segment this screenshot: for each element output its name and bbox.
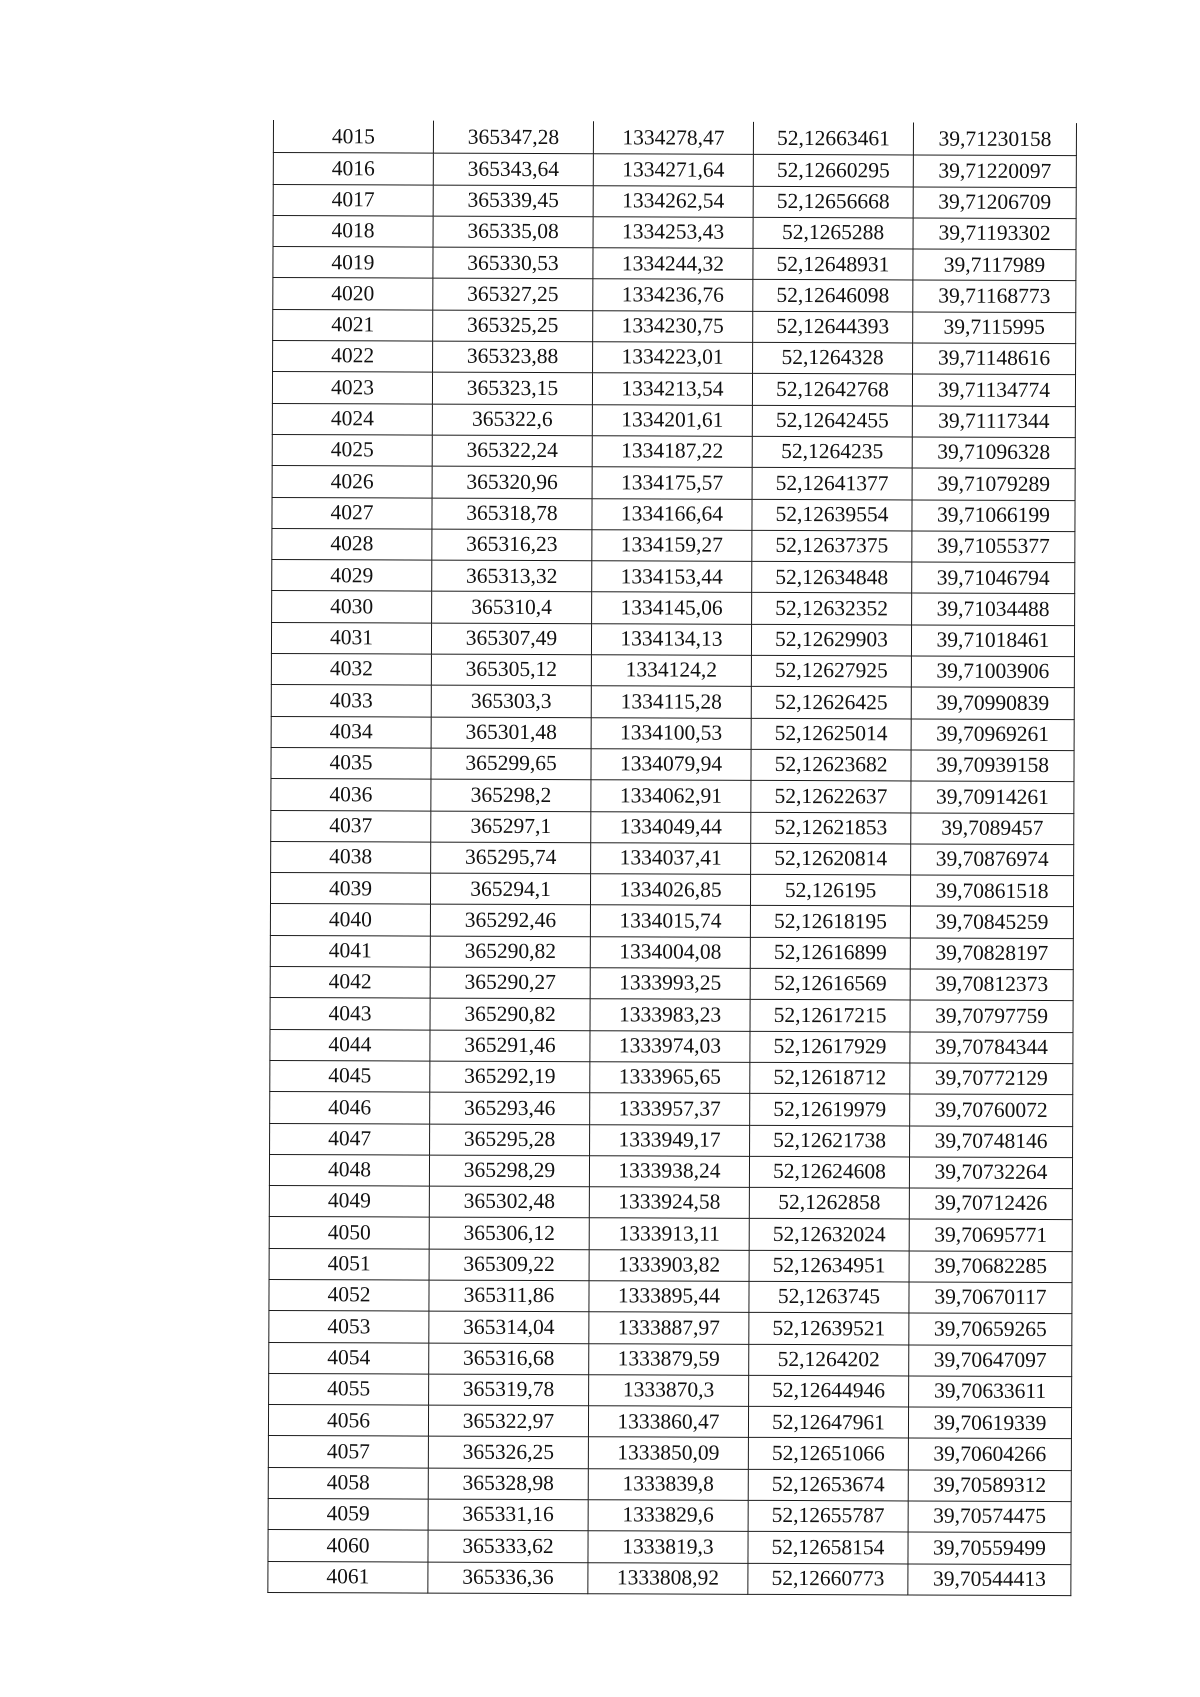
- longitude-cell: 39,70670117: [909, 1282, 1072, 1314]
- point-number-cell: 4057: [268, 1436, 428, 1468]
- y-coordinate-cell: 1334175,57: [592, 467, 752, 499]
- longitude-cell: 39,71220097: [913, 155, 1076, 187]
- x-coordinate-cell: 365323,88: [433, 341, 593, 373]
- table-row: [273, 153, 1076, 187]
- y-coordinate-cell: 1333957,37: [590, 1093, 750, 1125]
- table-row: [268, 1530, 1071, 1564]
- point-number-cell: 4051: [269, 1248, 429, 1280]
- table-row: [269, 1279, 1072, 1313]
- y-coordinate-cell: 1333860,47: [588, 1406, 748, 1438]
- table-row: [273, 184, 1076, 218]
- longitude-cell: 39,70748146: [910, 1125, 1073, 1157]
- y-coordinate-cell: 1334223,01: [593, 342, 753, 374]
- point-number-cell: 4060: [268, 1530, 428, 1562]
- table-row: [269, 1186, 1072, 1220]
- latitude-cell: 52,12619979: [750, 1094, 910, 1126]
- table-row: [272, 372, 1075, 406]
- longitude-cell: 39,70712426: [909, 1188, 1072, 1220]
- x-coordinate-cell: 365310,4: [432, 592, 592, 624]
- latitude-cell: 52,1263745: [749, 1281, 909, 1313]
- longitude-cell: 39,70784344: [910, 1032, 1073, 1064]
- point-number-cell: 4015: [273, 120, 433, 153]
- latitude-cell: 52,12642768: [752, 374, 912, 406]
- x-coordinate-cell: 365335,08: [433, 216, 593, 248]
- y-coordinate-cell: 1333949,17: [590, 1124, 750, 1156]
- table-row: [270, 1029, 1073, 1063]
- table-row: [273, 309, 1076, 343]
- x-coordinate-cell: 365301,48: [431, 717, 591, 749]
- table-row: [269, 1248, 1072, 1282]
- longitude-cell: 39,71117344: [912, 406, 1075, 438]
- latitude-cell: 52,12642455: [752, 405, 912, 437]
- y-coordinate-cell: 1334062,91: [591, 780, 751, 812]
- longitude-cell: 39,70969261: [911, 719, 1074, 751]
- x-coordinate-cell: 365330,53: [433, 247, 593, 279]
- x-coordinate-cell: 365336,36: [428, 1562, 588, 1594]
- longitude-cell: 39,71066199: [912, 500, 1075, 532]
- table-row: [271, 747, 1074, 781]
- table-row: [272, 497, 1075, 531]
- x-coordinate-cell: 365326,25: [428, 1437, 588, 1469]
- point-number-cell: 4059: [268, 1499, 428, 1531]
- longitude-cell: 39,71046794: [912, 562, 1075, 594]
- point-number-cell: 4024: [272, 403, 432, 435]
- longitude-cell: 39,70619339: [908, 1407, 1071, 1439]
- y-coordinate-cell: 1334159,27: [592, 530, 752, 562]
- y-coordinate-cell: 1334244,32: [593, 248, 753, 280]
- y-coordinate-cell: 1334049,44: [591, 811, 751, 843]
- point-number-cell: 4031: [271, 622, 431, 654]
- x-coordinate-cell: 365323,15: [432, 372, 592, 404]
- point-number-cell: 4040: [270, 904, 430, 936]
- point-number-cell: 4026: [272, 466, 432, 498]
- y-coordinate-cell: 1334278,47: [593, 121, 753, 154]
- x-coordinate-cell: 365339,45: [433, 185, 593, 217]
- longitude-cell: 39,70732264: [909, 1157, 1072, 1189]
- point-number-cell: 4049: [269, 1186, 429, 1218]
- x-coordinate-cell: 365303,3: [431, 685, 591, 717]
- longitude-cell: 39,70760072: [910, 1094, 1073, 1126]
- longitude-cell: 39,7115995: [913, 312, 1076, 344]
- y-coordinate-cell: 1334015,74: [590, 905, 750, 937]
- x-coordinate-cell: 365298,2: [431, 779, 591, 811]
- latitude-cell: 52,12618195: [750, 906, 910, 938]
- table-row: [270, 1060, 1073, 1094]
- table-row: [268, 1561, 1071, 1595]
- x-coordinate-cell: 365306,12: [429, 1217, 589, 1249]
- latitude-cell: 52,12648931: [753, 249, 913, 281]
- y-coordinate-cell: 1334230,75: [593, 311, 753, 343]
- point-number-cell: 4029: [272, 560, 432, 592]
- y-coordinate-cell: 1334134,13: [591, 623, 751, 655]
- x-coordinate-cell: 365294,1: [430, 873, 590, 905]
- y-coordinate-cell: 1334124,2: [591, 655, 751, 687]
- longitude-cell: 39,71148616: [913, 343, 1076, 375]
- table-row: [269, 1154, 1072, 1188]
- x-coordinate-cell: 365305,12: [431, 654, 591, 686]
- longitude-cell: 39,71230158: [913, 122, 1076, 155]
- latitude-cell: 52,12656668: [753, 186, 913, 218]
- table-row: [273, 215, 1076, 249]
- longitude-cell: 39,71206709: [913, 187, 1076, 219]
- longitude-cell: 39,70845259: [910, 906, 1073, 938]
- latitude-cell: 52,1264202: [749, 1344, 909, 1376]
- y-coordinate-cell: 1334153,44: [592, 561, 752, 593]
- x-coordinate-cell: 365343,64: [433, 153, 593, 185]
- point-number-cell: 4050: [269, 1217, 429, 1249]
- latitude-cell: 52,12625014: [751, 718, 911, 750]
- point-number-cell: 4042: [270, 967, 430, 999]
- y-coordinate-cell: 1334187,22: [592, 436, 752, 468]
- latitude-cell: 52,1265288: [753, 217, 913, 249]
- y-coordinate-cell: 1333938,24: [589, 1156, 749, 1188]
- table-row: [271, 716, 1074, 750]
- coordinates-table: [267, 120, 1077, 1596]
- x-coordinate-cell: 365298,29: [429, 1155, 589, 1187]
- latitude-cell: 52,12620814: [751, 843, 911, 875]
- latitude-cell: 52,12627925: [751, 655, 911, 687]
- latitude-cell: 52,12644393: [753, 311, 913, 343]
- y-coordinate-cell: 1333924,58: [589, 1187, 749, 1219]
- table-row: [273, 278, 1076, 312]
- table-row: [272, 560, 1075, 594]
- latitude-cell: 52,12626425: [751, 687, 911, 719]
- table-row: [272, 466, 1075, 500]
- y-coordinate-cell: 1333913,11: [589, 1218, 749, 1250]
- longitude-cell: 39,71096328: [912, 437, 1075, 469]
- longitude-cell: 39,70559499: [908, 1532, 1071, 1564]
- x-coordinate-cell: 365316,23: [432, 529, 592, 561]
- y-coordinate-cell: 1333993,25: [590, 968, 750, 1000]
- longitude-cell: 39,70647097: [909, 1345, 1072, 1377]
- longitude-cell: 39,70574475: [908, 1501, 1071, 1533]
- point-number-cell: 4044: [270, 1029, 430, 1061]
- longitude-cell: 39,70876974: [911, 844, 1074, 876]
- x-coordinate-cell: 365327,25: [433, 279, 593, 311]
- latitude-cell: 52,12621738: [750, 1125, 910, 1157]
- table-row: [271, 779, 1074, 813]
- table-row: [273, 247, 1076, 281]
- longitude-cell: 39,71003906: [911, 656, 1074, 688]
- latitude-cell: 52,12660773: [748, 1563, 908, 1595]
- x-coordinate-cell: 365333,62: [428, 1530, 588, 1562]
- x-coordinate-cell: 365295,28: [430, 1124, 590, 1156]
- longitude-cell: 39,70772129: [910, 1063, 1073, 1095]
- point-number-cell: 4032: [271, 654, 431, 686]
- y-coordinate-cell: 1334037,41: [591, 843, 751, 875]
- y-coordinate-cell: 1333829,6: [588, 1500, 748, 1532]
- x-coordinate-cell: 365318,78: [432, 498, 592, 530]
- longitude-cell: 39,71079289: [912, 468, 1075, 500]
- longitude-cell: 39,71034488: [912, 593, 1075, 625]
- latitude-cell: 52,12639521: [749, 1313, 909, 1345]
- table-row: [269, 1311, 1072, 1345]
- table-row: [272, 591, 1075, 625]
- y-coordinate-cell: 1334166,64: [592, 498, 752, 530]
- y-coordinate-cell: 1334236,76: [593, 279, 753, 311]
- table-row: [271, 622, 1074, 656]
- x-coordinate-cell: 365290,82: [430, 998, 590, 1030]
- longitude-cell: 39,71134774: [912, 374, 1075, 406]
- table-row: [271, 841, 1074, 875]
- x-coordinate-cell: 365290,27: [430, 967, 590, 999]
- x-coordinate-cell: 365347,28: [433, 121, 593, 154]
- point-number-cell: 4043: [270, 998, 430, 1030]
- y-coordinate-cell: 1333983,23: [590, 999, 750, 1031]
- y-coordinate-cell: 1334026,85: [590, 874, 750, 906]
- point-number-cell: 4046: [270, 1092, 430, 1124]
- latitude-cell: 52,12623682: [751, 749, 911, 781]
- table-row: [273, 341, 1076, 375]
- y-coordinate-cell: 1333870,3: [589, 1375, 749, 1407]
- y-coordinate-cell: 1334271,64: [593, 154, 753, 186]
- y-coordinate-cell: 1334079,94: [591, 749, 751, 781]
- latitude-cell: 52,12647961: [748, 1407, 908, 1439]
- point-number-cell: 4053: [269, 1311, 429, 1343]
- point-number-cell: 4033: [271, 685, 431, 717]
- table-row: [272, 528, 1075, 562]
- table-row: [268, 1499, 1071, 1533]
- x-coordinate-cell: 365314,04: [429, 1311, 589, 1343]
- table-row: [269, 1342, 1072, 1376]
- latitude-cell: 52,12653674: [748, 1469, 908, 1501]
- point-number-cell: 4056: [268, 1405, 428, 1437]
- x-coordinate-cell: 365307,49: [431, 623, 591, 655]
- latitude-cell: 52,12658154: [748, 1532, 908, 1564]
- point-number-cell: 4036: [271, 779, 431, 811]
- coordinates-table-body: [268, 120, 1077, 1596]
- latitude-cell: 52,12660295: [753, 155, 913, 187]
- point-number-cell: 4017: [273, 184, 433, 216]
- table-row: [268, 1436, 1071, 1470]
- longitude-cell: 39,70682285: [909, 1251, 1072, 1283]
- point-number-cell: 4023: [272, 372, 432, 404]
- y-coordinate-cell: 1334262,54: [593, 185, 753, 217]
- latitude-cell: 52,12655787: [748, 1500, 908, 1532]
- longitude-cell: 39,70633611: [909, 1376, 1072, 1408]
- longitude-cell: 39,70861518: [910, 875, 1073, 907]
- longitude-cell: 39,70828197: [910, 938, 1073, 970]
- point-number-cell: 4027: [272, 497, 432, 529]
- point-number-cell: 4019: [273, 247, 433, 279]
- y-coordinate-cell: 1333903,82: [589, 1249, 749, 1281]
- longitude-cell: 39,70990839: [911, 687, 1074, 719]
- point-number-cell: 4016: [273, 153, 433, 185]
- x-coordinate-cell: 365302,48: [429, 1186, 589, 1218]
- point-number-cell: 4037: [271, 810, 431, 842]
- point-number-cell: 4047: [270, 1123, 430, 1155]
- y-coordinate-cell: 1333895,44: [589, 1281, 749, 1313]
- table-row: [271, 685, 1074, 719]
- x-coordinate-cell: 365292,46: [430, 905, 590, 937]
- x-coordinate-cell: 365299,65: [431, 748, 591, 780]
- point-number-cell: 4061: [268, 1561, 428, 1593]
- y-coordinate-cell: 1333965,65: [590, 1062, 750, 1094]
- point-number-cell: 4025: [272, 434, 432, 466]
- y-coordinate-cell: 1333879,59: [589, 1343, 749, 1375]
- y-coordinate-cell: 1333819,3: [588, 1531, 748, 1563]
- longitude-cell: 39,71018461: [911, 625, 1074, 657]
- y-coordinate-cell: 1334253,43: [593, 217, 753, 249]
- table-row: [270, 904, 1073, 938]
- table-row: [272, 403, 1075, 437]
- y-coordinate-cell: 1333808,92: [588, 1562, 748, 1594]
- latitude-cell: 52,12651066: [748, 1438, 908, 1470]
- latitude-cell: 52,12632024: [749, 1219, 909, 1251]
- longitude-cell: 39,71168773: [913, 280, 1076, 312]
- table-row: [269, 1373, 1072, 1407]
- table-row: [270, 935, 1073, 969]
- table-row: [270, 1092, 1073, 1126]
- x-coordinate-cell: 365320,96: [432, 466, 592, 498]
- latitude-cell: 52,12641377: [752, 468, 912, 500]
- longitude-cell: 39,70914261: [911, 781, 1074, 813]
- longitude-cell: 39,70589312: [908, 1470, 1071, 1502]
- latitude-cell: 52,12632352: [752, 593, 912, 625]
- table-row: [270, 1123, 1073, 1157]
- y-coordinate-cell: 1333850,09: [588, 1437, 748, 1469]
- longitude-cell: 39,70812373: [910, 969, 1073, 1001]
- point-number-cell: 4034: [271, 716, 431, 748]
- latitude-cell: 52,12618712: [750, 1062, 910, 1094]
- table-row: [268, 1467, 1071, 1501]
- y-coordinate-cell: 1333887,97: [589, 1312, 749, 1344]
- longitude-cell: 39,70544413: [908, 1564, 1071, 1596]
- point-number-cell: 4022: [273, 341, 433, 373]
- point-number-cell: 4038: [271, 841, 431, 873]
- table-row: [268, 1405, 1071, 1439]
- y-coordinate-cell: 1334213,54: [592, 373, 752, 405]
- x-coordinate-cell: 365328,98: [428, 1468, 588, 1500]
- longitude-cell: 39,70659265: [909, 1313, 1072, 1345]
- table-row: [271, 810, 1074, 844]
- x-coordinate-cell: 365325,25: [433, 310, 593, 342]
- x-coordinate-cell: 365322,24: [432, 435, 592, 467]
- longitude-cell: 39,7089457: [911, 812, 1074, 844]
- y-coordinate-cell: 1334201,61: [592, 404, 752, 436]
- y-coordinate-cell: 1333839,8: [588, 1468, 748, 1500]
- table-row: [269, 1217, 1072, 1251]
- latitude-cell: 52,12617929: [750, 1031, 910, 1063]
- longitude-cell: 39,71055377: [912, 531, 1075, 563]
- x-coordinate-cell: 365322,97: [428, 1405, 588, 1437]
- x-coordinate-cell: 365293,46: [430, 1092, 590, 1124]
- x-coordinate-cell: 365292,19: [430, 1061, 590, 1093]
- y-coordinate-cell: 1334115,28: [591, 686, 751, 718]
- x-coordinate-cell: 365290,82: [430, 936, 590, 968]
- y-coordinate-cell: 1333974,03: [590, 1030, 750, 1062]
- latitude-cell: 52,12639554: [752, 499, 912, 531]
- x-coordinate-cell: 365316,68: [429, 1343, 589, 1375]
- x-coordinate-cell: 365311,86: [429, 1280, 589, 1312]
- longitude-cell: 39,70604266: [908, 1438, 1071, 1470]
- latitude-cell: 52,1262858: [749, 1187, 909, 1219]
- longitude-cell: 39,70797759: [910, 1000, 1073, 1032]
- latitude-cell: 52,12624608: [749, 1156, 909, 1188]
- y-coordinate-cell: 1334100,53: [591, 717, 751, 749]
- latitude-cell: 52,12616569: [750, 968, 910, 1000]
- point-number-cell: 4054: [269, 1342, 429, 1374]
- latitude-cell: 52,1264328: [753, 342, 913, 374]
- point-number-cell: 4030: [272, 591, 432, 623]
- table-row: [270, 998, 1073, 1032]
- latitude-cell: 52,12646098: [753, 280, 913, 312]
- table-row: [272, 434, 1075, 468]
- latitude-cell: 52,126195: [750, 874, 910, 906]
- point-number-cell: 4045: [270, 1060, 430, 1092]
- latitude-cell: 52,12617215: [750, 1000, 910, 1032]
- point-number-cell: 4021: [273, 309, 433, 341]
- latitude-cell: 52,12663461: [753, 122, 913, 155]
- point-number-cell: 4052: [269, 1279, 429, 1311]
- x-coordinate-cell: 365331,16: [428, 1499, 588, 1531]
- x-coordinate-cell: 365295,74: [431, 842, 591, 874]
- latitude-cell: 52,12616899: [750, 937, 910, 969]
- latitude-cell: 52,12634848: [752, 561, 912, 593]
- point-number-cell: 4055: [269, 1373, 429, 1405]
- longitude-cell: 39,7117989: [913, 249, 1076, 281]
- x-coordinate-cell: 365313,32: [432, 560, 592, 592]
- y-coordinate-cell: 1334004,08: [590, 936, 750, 968]
- latitude-cell: 52,12644946: [749, 1375, 909, 1407]
- x-coordinate-cell: 365297,1: [431, 811, 591, 843]
- table-row: [273, 120, 1076, 156]
- y-coordinate-cell: 1334145,06: [592, 592, 752, 624]
- longitude-cell: 39,71193302: [913, 218, 1076, 250]
- point-number-cell: 4020: [273, 278, 433, 310]
- latitude-cell: 52,12637375: [752, 530, 912, 562]
- point-number-cell: 4018: [273, 215, 433, 247]
- longitude-cell: 39,70939158: [911, 750, 1074, 782]
- table-row: [270, 873, 1073, 907]
- latitude-cell: 52,12622637: [751, 781, 911, 813]
- x-coordinate-cell: 365319,78: [429, 1374, 589, 1406]
- latitude-cell: 52,1264235: [752, 436, 912, 468]
- x-coordinate-cell: 365322,6: [432, 404, 592, 436]
- table-row: [271, 654, 1074, 688]
- x-coordinate-cell: 365291,46: [430, 1030, 590, 1062]
- latitude-cell: 52,12629903: [751, 624, 911, 656]
- point-number-cell: 4035: [271, 747, 431, 779]
- latitude-cell: 52,12634951: [749, 1250, 909, 1282]
- point-number-cell: 4039: [270, 873, 430, 905]
- table-row: [270, 967, 1073, 1001]
- latitude-cell: 52,12621853: [751, 812, 911, 844]
- point-number-cell: 4058: [268, 1467, 428, 1499]
- point-number-cell: 4048: [269, 1154, 429, 1186]
- point-number-cell: 4028: [272, 528, 432, 560]
- longitude-cell: 39,70695771: [909, 1219, 1072, 1251]
- point-number-cell: 4041: [270, 935, 430, 967]
- x-coordinate-cell: 365309,22: [429, 1249, 589, 1281]
